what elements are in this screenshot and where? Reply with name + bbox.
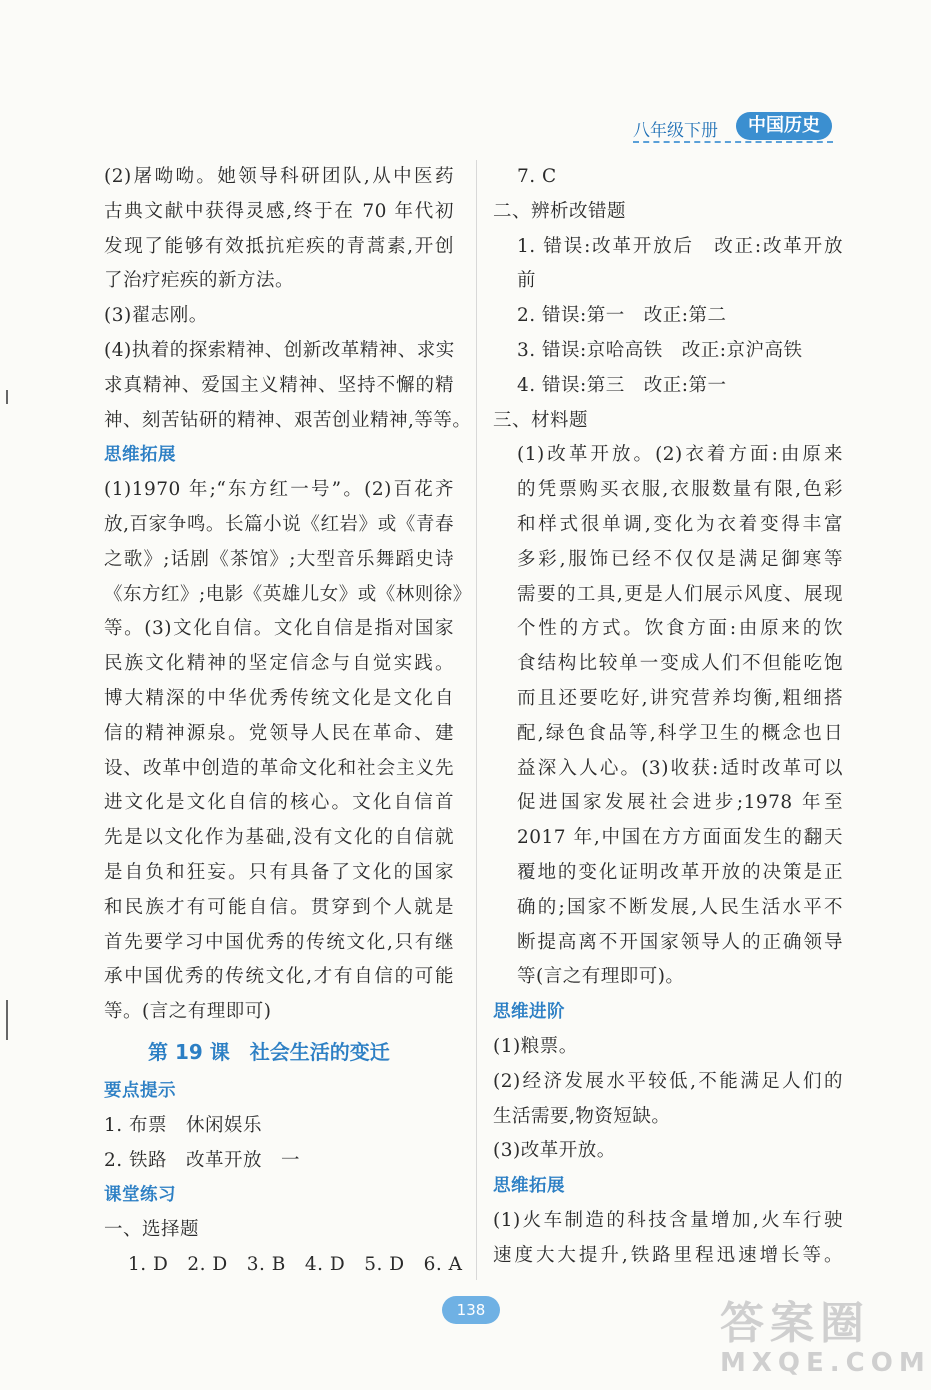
text-line: 3. 错误:京哈高铁 改正:京沪高铁 xyxy=(517,339,803,361)
text-line: 需要的工具,更是人们展示风度、展现 xyxy=(517,583,843,605)
watermark xyxy=(720,1300,931,1378)
text-line: 一、选择题 xyxy=(104,1219,200,1241)
text-line: 三、材料题 xyxy=(493,409,589,431)
text-line: 之歌》;话剧《茶馆》;大型音乐舞蹈史诗 xyxy=(104,548,454,570)
text-line: 而且还要吃好,讲究营养均衡,粗细搭 xyxy=(517,687,843,709)
text-line: 等。(3)文化自信。文化自信是指对国家 xyxy=(104,618,454,640)
text-line: 断提高离不开国家领导人的正确领导 xyxy=(517,931,843,953)
text-line: 生活需要,物资短缺。 xyxy=(493,1105,671,1127)
binding-mark xyxy=(6,390,8,404)
text-line: 2. 错误:第一 改正:第二 xyxy=(517,305,727,327)
text-line: 益深入人心。(3)收获:适时改革可以 xyxy=(517,757,843,779)
text-line: 《东方红》;电影《英雄儿女》或《林则徐》 xyxy=(104,583,472,605)
text-line: 承中国优秀的传统文化,才有自信的可能 xyxy=(104,966,454,988)
text-line: 4. 错误:第三 改正:第一 xyxy=(517,374,727,396)
text-line: 促进国家发展社会进步;1978 年至 xyxy=(517,792,843,814)
text-line: 进文化是文化自信的核心。文化自信首 xyxy=(104,792,454,814)
text-line: 了治疗疟疾的新方法。 xyxy=(104,270,295,292)
text-line: 7. C xyxy=(517,166,557,187)
section-heading: 要点提示 xyxy=(104,1080,176,1101)
text-line: 民族文化精神的坚定信念与自觉实践。 xyxy=(104,653,454,675)
column-divider xyxy=(476,160,477,1280)
text-line: 多彩,服饰已经不仅仅是满足御寒等 xyxy=(517,548,843,570)
text-line: (1)粮票。 xyxy=(493,1035,578,1057)
text-line: 二、辨析改错题 xyxy=(493,200,627,222)
text-line: 放,百家争鸣。长篇小说《红岩》或《青春 xyxy=(104,513,454,535)
text-line: 信的精神源泉。党领导人民在革命、建 xyxy=(104,722,454,744)
page-number: 138 xyxy=(442,1296,500,1324)
subject-badge: 中国历史 xyxy=(736,112,832,140)
binding-mark xyxy=(6,1000,8,1040)
text-line: (3)翟志刚。 xyxy=(104,305,208,327)
text-line: 前 xyxy=(517,270,537,292)
text-line: 配,绿色食品等,科学卫生的概念也日 xyxy=(517,722,843,744)
text-line: 首先要学习中国优秀的传统文化,只有继 xyxy=(104,931,454,953)
text-line: (2)经济发展水平较低,不能满足人们的 xyxy=(493,1070,843,1092)
text-line: 2. 铁路 改革开放 一 xyxy=(104,1149,301,1171)
running-header xyxy=(0,108,900,148)
text-line: 先是以文化作为基础,没有文化的自信就 xyxy=(104,827,454,849)
text-line: 设、改革中创造的革命文化和社会主义先 xyxy=(104,757,454,779)
text-line: (2)屠呦呦。她领导科研团队,从中医药 xyxy=(104,166,454,187)
lesson-title: 第 19 课 社会生活的变迁 xyxy=(148,1039,390,1064)
section-heading: 思维进阶 xyxy=(493,1002,565,1023)
text-line: 发现了能够有效抵抗疟疾的青蒿素,开创 xyxy=(104,235,454,257)
text-line: 食结构比较单一变成人们不但能吃饱 xyxy=(517,653,843,675)
text-line: (3)改革开放。 xyxy=(493,1140,616,1162)
text-line: 1. D 2. D 3. B 4. D 5. D 6. A xyxy=(128,1253,463,1275)
section-heading: 思维拓展 xyxy=(104,445,176,466)
section-heading: 课堂练习 xyxy=(104,1185,176,1206)
text-line: 求真精神、爱国主义精神、坚持不懈的精 xyxy=(104,374,454,396)
text-line: 等(言之有理即可)。 xyxy=(517,966,685,988)
text-line: 的凭票购买衣服,衣服数量有限,色彩 xyxy=(517,479,843,501)
text-line: 博大精深的中华优秀传统文化是文化自 xyxy=(104,687,454,709)
section-heading: 思维拓展 xyxy=(493,1176,565,1197)
text-line: 1. 错误:改革开放后 改正:改革开放 xyxy=(517,235,843,257)
text-line: 确的;国家不断发展,人民生活水平不 xyxy=(517,896,843,918)
text-line: 覆地的变化证明改革开放的决策是正 xyxy=(517,861,843,883)
text-line: (4)执着的探索精神、创新改革精神、求实 xyxy=(104,339,455,361)
text-line: (1)1970 年;“东方红一号”。(2)百花齐 xyxy=(104,479,454,501)
text-line: 和样式很单调,变化为衣着变得丰富 xyxy=(517,513,843,535)
grade-label: 八年级下册 xyxy=(633,121,718,141)
text-line: 个性的方式。饮食方面:由原来的饮 xyxy=(517,618,843,640)
watermark-url: MXQE.COM xyxy=(720,1348,931,1378)
text-line: 神、刻苦钻研的精神、艰苦创业精神,等等。 xyxy=(104,409,472,431)
text-line: (1)火车制造的科技含量增加,火车行驶 xyxy=(493,1209,843,1231)
text-line: 古典文献中获得灵感,终于在 70 年代初 xyxy=(104,200,454,222)
text-line: 是自负和狂妄。只有具备了文化的国家 xyxy=(104,861,454,883)
text-line: 速度大大提升,铁路里程迅速增长等。 xyxy=(493,1244,843,1266)
text-line: (1)改革开放。(2)衣着方面:由原来 xyxy=(517,444,843,466)
text-line: 和民族才有可能自信。贯穿到个人就是 xyxy=(104,896,454,918)
text-line: 2017 年,中国在方方面面发生的翻天 xyxy=(517,827,843,849)
watermark-main: 答案圈 xyxy=(720,1298,870,1349)
text-line: 等。(言之有理即可) xyxy=(104,1001,272,1023)
left-column xyxy=(104,160,472,1283)
text-line: 1. 布票 休闲娱乐 xyxy=(104,1114,263,1136)
right-column xyxy=(493,160,843,1274)
header-divider xyxy=(633,141,833,143)
